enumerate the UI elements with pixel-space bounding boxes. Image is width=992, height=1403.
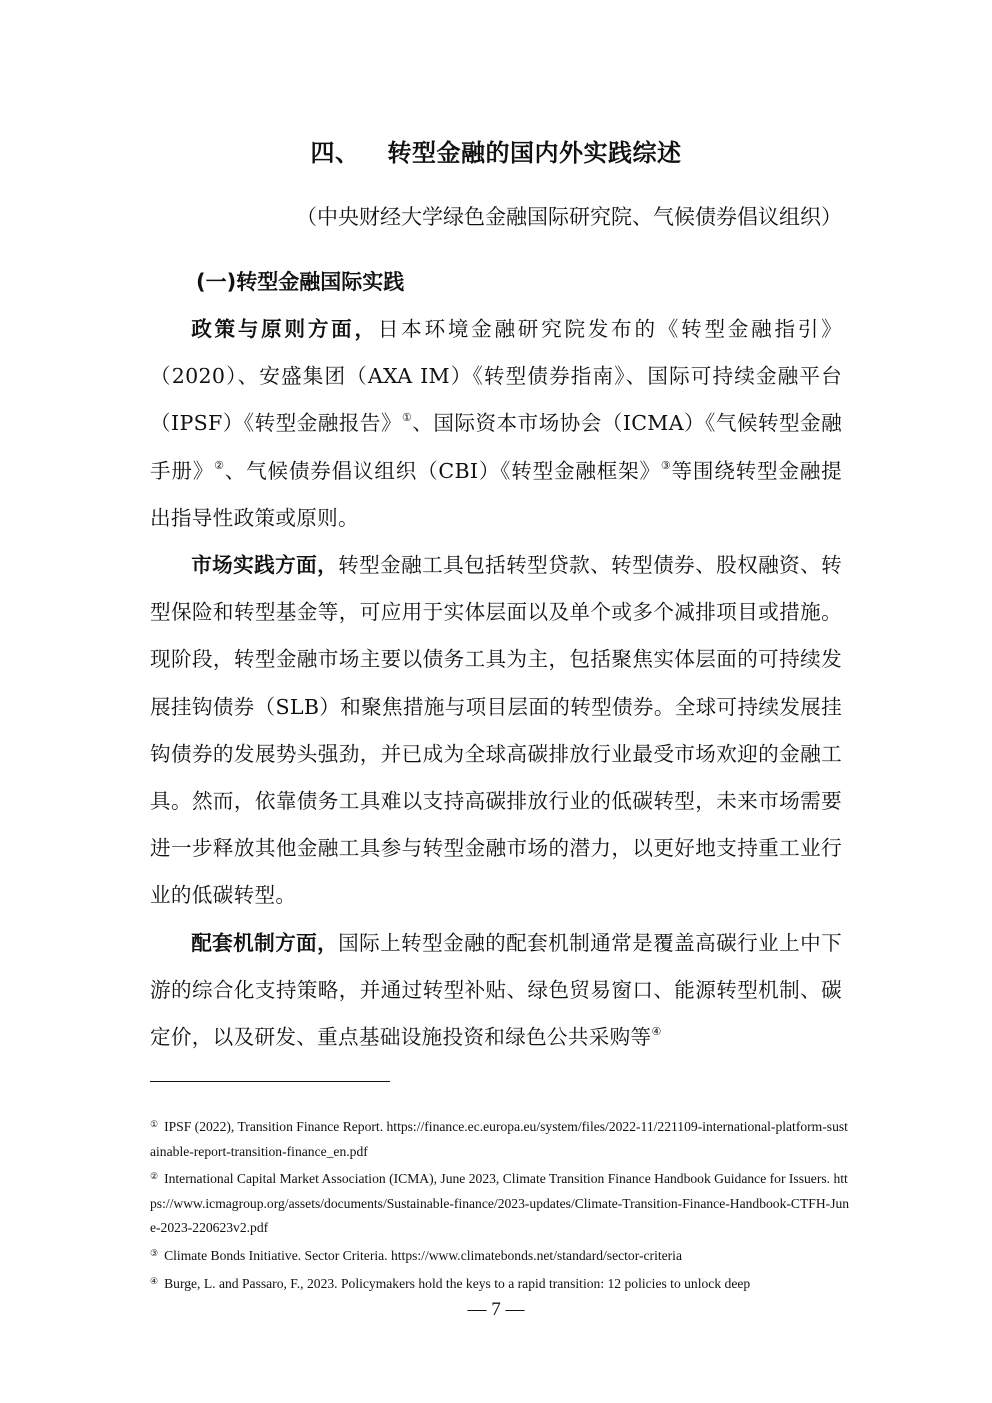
footnotes	[150, 1112, 850, 1296]
paragraph-text: 日本环境金融研究院发布的《转型金融指引》（2020）、安盛集团（AXA IM）《转型债券指南》、国际可持续金融平台（IPSF）《转型金融报告》	[150, 317, 842, 436]
section-number: 四、	[310, 139, 360, 167]
paragraph-lead: 政策与原则方面，	[191, 317, 378, 341]
footnote-number: ②	[150, 1171, 159, 1182]
paragraph-text: 、国际资本市场协会（ICMA）《气候转型金融手册》	[150, 411, 842, 483]
footnote-ref[interactable]: ③	[660, 458, 672, 472]
paragraph-market	[150, 542, 842, 920]
authors-line: （中央财经大学绿色金融国际研究院、气候债券倡议组织）	[296, 205, 842, 229]
paragraph-text: 等围绕转型金融提出指导性政策或原则。	[150, 458, 842, 530]
footnote-text: Burge, L. and Passaro, F., 2023. Policymakers hold the keys to a rapid transition: 12 policies to unlock deep	[164, 1275, 751, 1291]
footnote-3	[150, 1241, 850, 1269]
footnote-ref[interactable]: ②	[214, 458, 225, 472]
footnote-divider	[150, 1081, 390, 1082]
footnote-4	[150, 1269, 850, 1297]
footnote-text: Climate Bonds Initiative. Sector Criteria. https://www.climatebonds.net/standard/sector-criteria	[164, 1247, 682, 1263]
paragraph-text: 转型金融工具包括转型贷款、转型债券、股权融资、转型保险和转型基金等，可应用于实体层面以及单个或多个减排项目或措施。现阶段，转型金融市场主要以债务工具为主，包括聚焦实体层面的可持续发展挂钩债券（SLB）和聚焦措施与项目层面的转型债券。全球可持续发展挂钩债券的发展势头强劲，并已成为全球高碳排放行业最受市场欢迎的金融工具。然而，依靠债务工具难以支持高碳排放行业的低碳转型，未来市场需要进一步释放其他金融工具参与转型金融市场的潜力，以更好地支持重工业行业的低碳转型。	[150, 553, 842, 908]
footnote-ref[interactable]: ④	[651, 1025, 662, 1039]
subheading: (一)转型金融国际实践	[196, 270, 405, 294]
footnote-number: ④	[150, 1275, 159, 1286]
paragraph-text: 国际上转型金融的配套机制通常是覆盖高碳行业上中下游的综合化支持策略，并通过转型补贴、绿色贸易窗口、能源转型机制、碳定价，以及研发、重点基础设施投资和绿色公共采购等	[150, 930, 842, 1050]
footnote-1	[150, 1112, 850, 1164]
paragraph-mechanism	[150, 920, 842, 1062]
body-text	[150, 306, 842, 1061]
footnote-number: ③	[150, 1247, 159, 1258]
footnote-2	[150, 1164, 850, 1241]
paragraph-text: 、气候债券倡议组织（CBI）《转型金融框架》	[224, 458, 661, 483]
footnote-text: IPSF (2022), Transition Finance Report. https://finance.ec.europa.eu/system/files/2022-11/221109-international-platform-sustainable-report-transition-finance_en.pdf	[150, 1119, 848, 1159]
paragraph-lead: 市场实践方面，	[191, 553, 339, 578]
paragraph-lead: 配套机制方面，	[191, 930, 339, 955]
section-title-text: 转型金融的国内外实践综述	[387, 139, 682, 167]
footnote-ref[interactable]: ①	[401, 411, 413, 425]
footnote-number: ①	[150, 1119, 159, 1129]
section-title	[0, 133, 992, 173]
page-number: — 7 —	[467, 1299, 525, 1320]
paragraph-policy	[150, 306, 842, 542]
footnote-text: International Capital Market Association (ICMA), June 2023, Climate Transition Finance Handbook Guidance for Issuers. https://www.icmagroup.org/assets/documents/Sustainable-finance/2023-updates/Climate-Transition-Finance-Handbook-CTFH-June-2023-220623v2.pdf	[150, 1171, 850, 1236]
